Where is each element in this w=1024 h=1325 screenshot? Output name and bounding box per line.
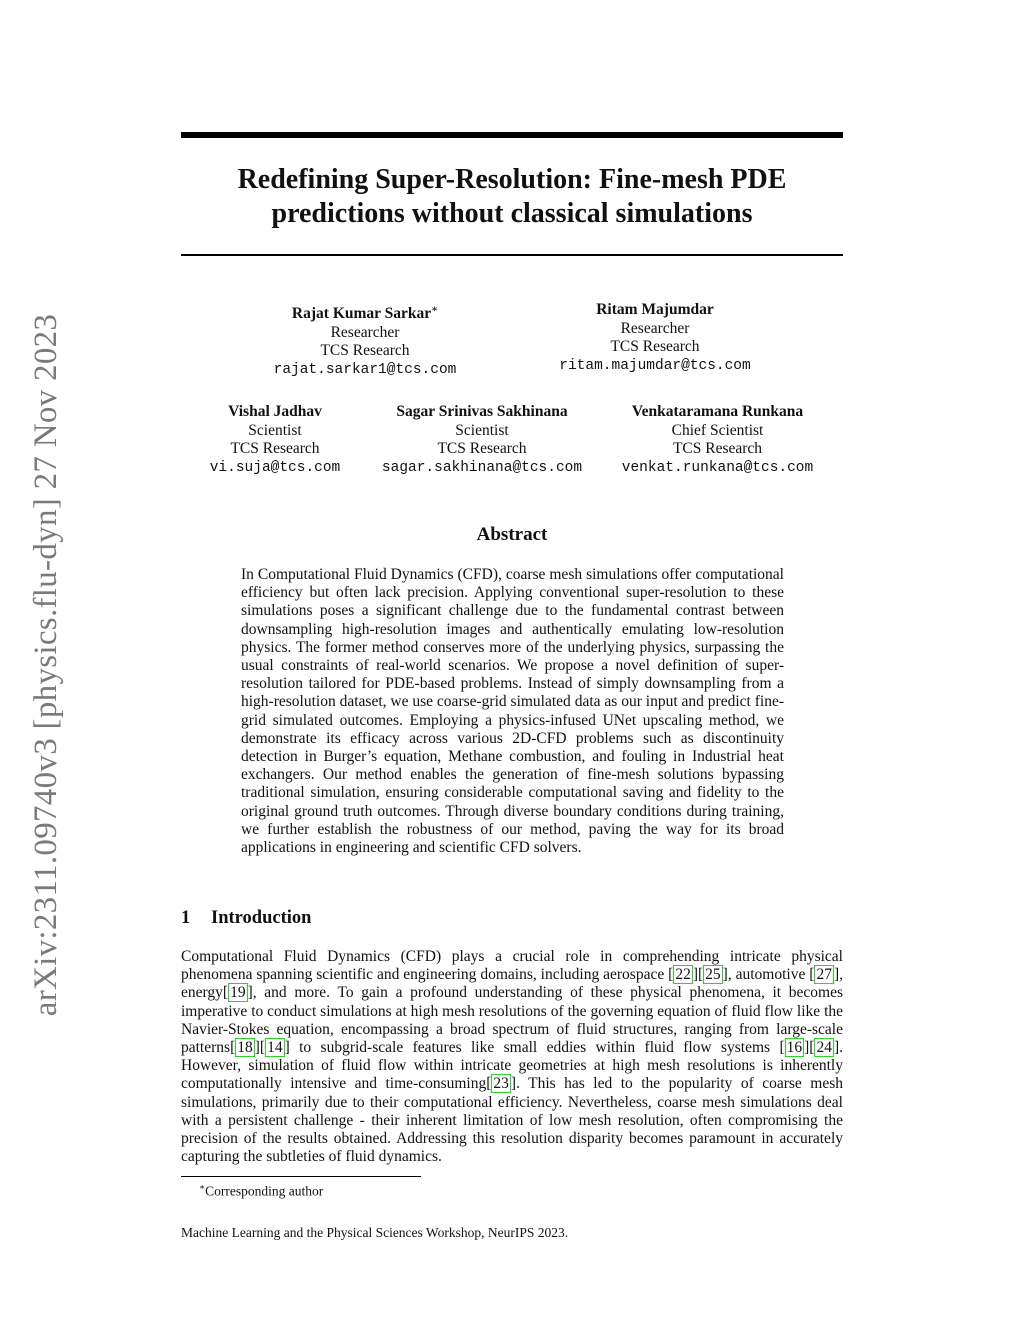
footnote-rule	[181, 1176, 421, 1177]
title-top-rule	[181, 132, 843, 138]
author-affiliation: TCS Research	[672, 440, 763, 457]
intro-text: , automotive	[727, 966, 810, 984]
abstract-heading: Abstract	[476, 524, 548, 545]
corresponding-author-mark: ∗	[431, 304, 439, 315]
footnote-text: Corresponding author	[205, 1183, 324, 1199]
author-email[interactable]: ritam.majumdar@tcs.com	[559, 357, 751, 374]
citation-link[interactable]: 27	[816, 966, 832, 984]
author-affiliation: TCS Research	[437, 440, 527, 457]
author-block	[190, 403, 360, 477]
author-role: Chief Scientist	[671, 421, 764, 439]
author-name-text: Rajat Kumar Sarkar	[291, 305, 432, 323]
author-email[interactable]: rajat.sarkar1@tcs.com	[273, 361, 457, 378]
intro-text: , energy	[181, 966, 843, 1002]
author-block	[610, 403, 825, 477]
author-affiliation: TCS Research	[230, 440, 320, 457]
author-affiliation: TCS Research	[610, 338, 700, 355]
abstract-text: In Computational Fluid Dynamics (CFD), coarse mesh simulations offer computational efficiency but often lack precision. Applying conventional super-resolution to these simulations poses a significant challenge due to the fundamental contrast between downsampling high-resolution images and authentically emulating low-resolution physics. The former method conserves more of the underlying physics, surpassing the usual constraints of real-world scenarios. We propose a novel definition of super-resolution tailored for PDE-based problems. Instead of simply downsampling from a high-resolution dataset, we use coarse-grid simulated data as our input and predict fine-grid simulated outcomes. Employing a physics-infused UNet upscaling method, we demonstrate its efficacy across various 2D-CFD problems such as discontinuity detection in Burger’s equation, Methane combustion, and fouling in Industrial heat exchangers. Our method enables the generation of fine-mesh solutions bypassing traditional simulation, ensuring considerable computational saving and fidelity to the original ground truth outcomes. Through diverse boundary conditions during training, we further establish the robustness of our method, paving the way for its broad applications in engineering and scientific CFD solvers.	[241, 566, 784, 857]
author-name: Venkataramana Runkana	[631, 403, 804, 420]
author-email[interactable]: venkat.runkana@tcs.com	[621, 459, 814, 476]
author-block	[372, 403, 592, 477]
author-role: Researcher	[620, 319, 690, 337]
citation-link[interactable]: 19	[230, 984, 246, 1002]
citation-link[interactable]: 24	[816, 1039, 832, 1057]
intro-text: to subgrid-scale features like small eddies within fluid flow systems	[289, 1039, 780, 1057]
author-role: Scientist	[248, 421, 302, 439]
citation-link[interactable]: 25	[705, 966, 721, 984]
author-role: Scientist	[455, 421, 509, 439]
intro-text: . However, simulation of fluid flow within intricate geometries at high mesh resolutions is inherently computationally intensive and time-consuming	[181, 1039, 843, 1093]
section-heading	[181, 907, 311, 929]
author-name: Vishal Jadhav	[228, 403, 322, 420]
citation-link[interactable]: 22	[675, 966, 691, 984]
author-name: Ritam Majumdar	[596, 301, 714, 318]
introduction-paragraph: Computational Fluid Dynamics (CFD) plays a crucial role in comprehending intricate physical phenomena spanning scientific and engineering domains, including aerospace [ 22 ][ 25 ], automotive [ 27 ], energy[ 19 ], and more. To gain a profound understanding of these physical phenomena, it becomes imperative to conduct simulations at high mesh resolutions of the governing equation of fluid flow like the Navier-Stokes equation, encompassing a broad spectrum of fluid structures, ranging from large-scale patterns[ 18 ][ 14 ] to subgrid-scale features like small eddies within fluid flow systems [ 16 ][ 24 ]. However, simulation of fluid flow within intricate geometries at high mesh resolutions is inherently computationally intensive and time-consuming[ 23 ]. This has led to the popularity of coarse mesh simulations, primarily due to their computational efficiency. Nevertheless, coarse mesh simulations deal with a persistent challenge - their inherent limitation of low mesh resolution, often compromising the precision of the results obtained. Addressing this resolution disparity becomes paramount in accurately capturing the subtleties of fluid dynamics.	[181, 948, 843, 1166]
citation-link[interactable]: 14	[267, 1039, 283, 1057]
author-affiliation: TCS Research	[320, 342, 410, 360]
paper-title-line-1: Redefining Super-Resolution: Fine-mesh PDE	[237, 164, 787, 195]
title-bottom-rule	[181, 254, 843, 256]
paper-title	[181, 163, 843, 231]
arxiv-identifier-stamp: arXiv:2311.09740v3 [physics.flu-dyn] 27 Nov 2023	[28, 313, 64, 1017]
section-title: Introduction	[211, 908, 312, 928]
author-name	[240, 301, 490, 324]
author-role: Researcher	[330, 323, 400, 341]
intro-text: . This has led to the popularity of coarse mesh simulations, primarily due to their computational efficiency. Nevertheless, coarse mesh simulations deal with a persistent challenge - their inherent limitation of low mesh resolution, often compromising the precision of the results obtained. Addressing this resolution disparity becomes paramount in accurately capturing the subtleties of fluid dynamics.	[181, 1075, 843, 1166]
author-name: Sagar Srinivas Sakhinana	[396, 403, 568, 420]
author-block	[240, 301, 490, 379]
author-block	[530, 301, 780, 375]
citation-link[interactable]: 18	[237, 1039, 253, 1057]
venue-note: Machine Learning and the Physical Sciences Workshop, NeurIPS 2023.	[181, 1225, 569, 1240]
intro-text: Computational Fluid Dynamics (CFD) plays a crucial role in comprehending intricate physical phenomena spanning scientific and engineering domains, including aerospace	[181, 948, 843, 984]
author-email[interactable]: sagar.sakhinana@tcs.com	[381, 459, 583, 476]
section-number: 1	[181, 908, 191, 928]
paper-title-line-2: predictions without classical simulations	[271, 198, 753, 229]
author-email[interactable]: vi.suja@tcs.com	[209, 459, 341, 476]
intro-text: , and more. To gain a profound understanding of these physical phenomena, it becomes imperative to conduct simulations at high mesh resolutions of the governing equation of fluid flow like the Navier-Stokes equation, encompassing a broad spectrum of fluid structures, ranging from large-scale patterns	[181, 984, 843, 1057]
footnote-mark: ∗	[199, 1182, 206, 1192]
citation-link[interactable]: 16	[786, 1039, 803, 1057]
citation-link[interactable]: 23	[493, 1075, 509, 1093]
footnote	[199, 1179, 323, 1200]
